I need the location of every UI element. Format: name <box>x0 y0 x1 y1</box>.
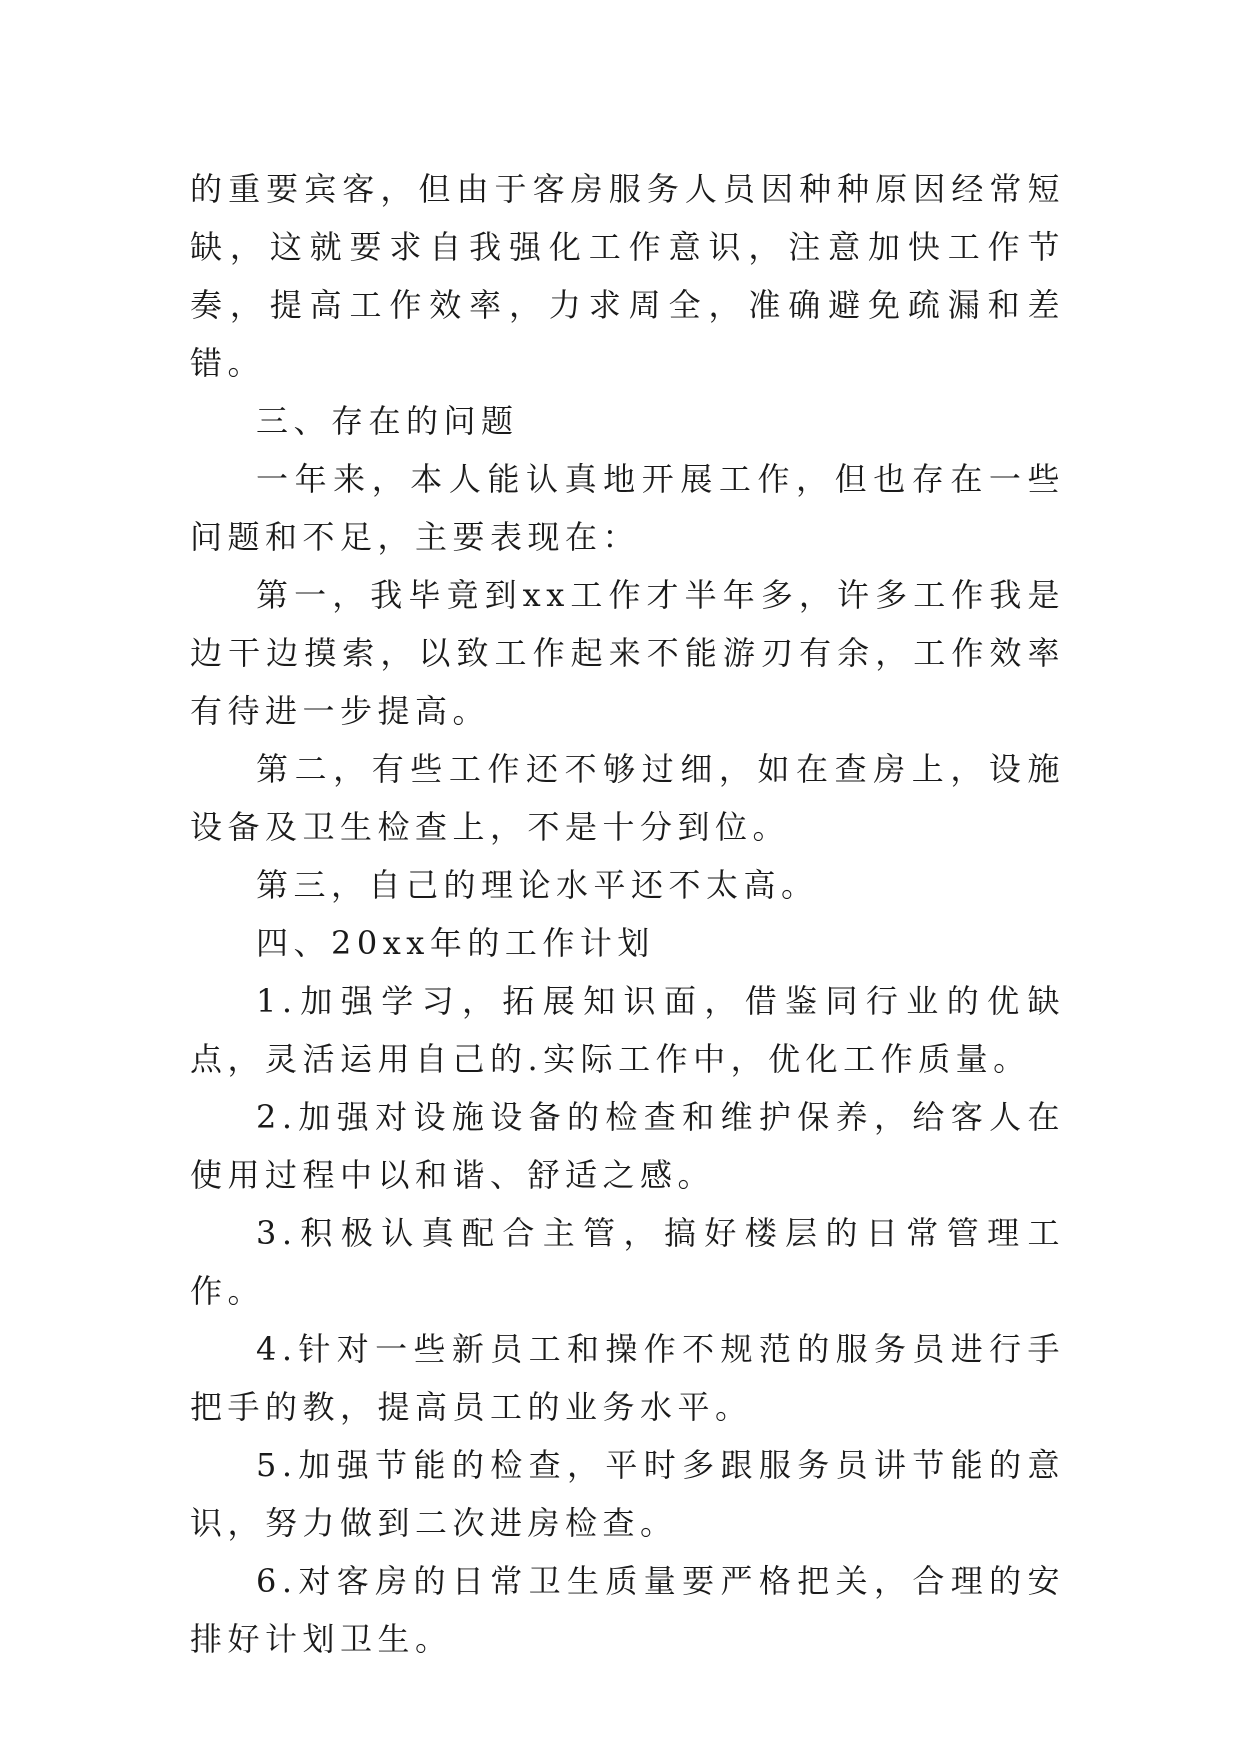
paragraph-plan-4: 4.针对一些新员工和操作不规范的服务员进行手把手的教，提高员工的业务水平。 <box>190 1330 1065 1426</box>
paragraph-plan-2: 2.加强对设施设备的检查和维护保养，给客人在使用过程中以和谐、舒适之感。 <box>190 1098 1065 1194</box>
section-heading-work-plan: 四、20xx年的工作计划 <box>256 924 655 962</box>
paragraph-plan-1: 1.加强学习，拓展知识面，借鉴同行业的优缺点，灵活运用自己的.实际工作中，优化工作质量。 <box>190 982 1065 1078</box>
paragraph-plan-6: 6.对客房的日常卫生质量要严格把关，合理的安排好计划卫生。 <box>190 1562 1065 1658</box>
paragraph-problems-intro: 一年来，本人能认真地开展工作，但也存在一些问题和不足，主要表现在： <box>190 460 1065 556</box>
paragraph-problem-1: 第一，我毕竟到xx工作才半年多，许多工作我是边干边摸索，以致工作起来不能游刃有余，工作效率有待进一步提高。 <box>190 576 1065 730</box>
document-body <box>190 160 1065 1668</box>
paragraph-problem-2: 第二，有些工作还不够过细，如在查房上，设施设备及卫生检查上，不是十分到位。 <box>190 750 1065 846</box>
paragraph-plan-5: 5.加强节能的检查，平时多跟服务员讲节能的意识，努力做到二次进房检查。 <box>190 1446 1065 1542</box>
paragraph-problem-3: 第三，自己的理论水平还不太高。 <box>256 866 819 904</box>
paragraph-continued-text: 的重要宾客，但由于客房服务人员因种种原因经常短缺，这就要求自我强化工作意识，注意加快工作节奏，提高工作效率，力求周全，准确避免疏漏和差错。 <box>190 170 1065 382</box>
paragraph-plan-3: 3.积极认真配合主管，搞好楼层的日常管理工作。 <box>190 1214 1065 1310</box>
section-heading-problems: 三、存在的问题 <box>256 402 519 440</box>
